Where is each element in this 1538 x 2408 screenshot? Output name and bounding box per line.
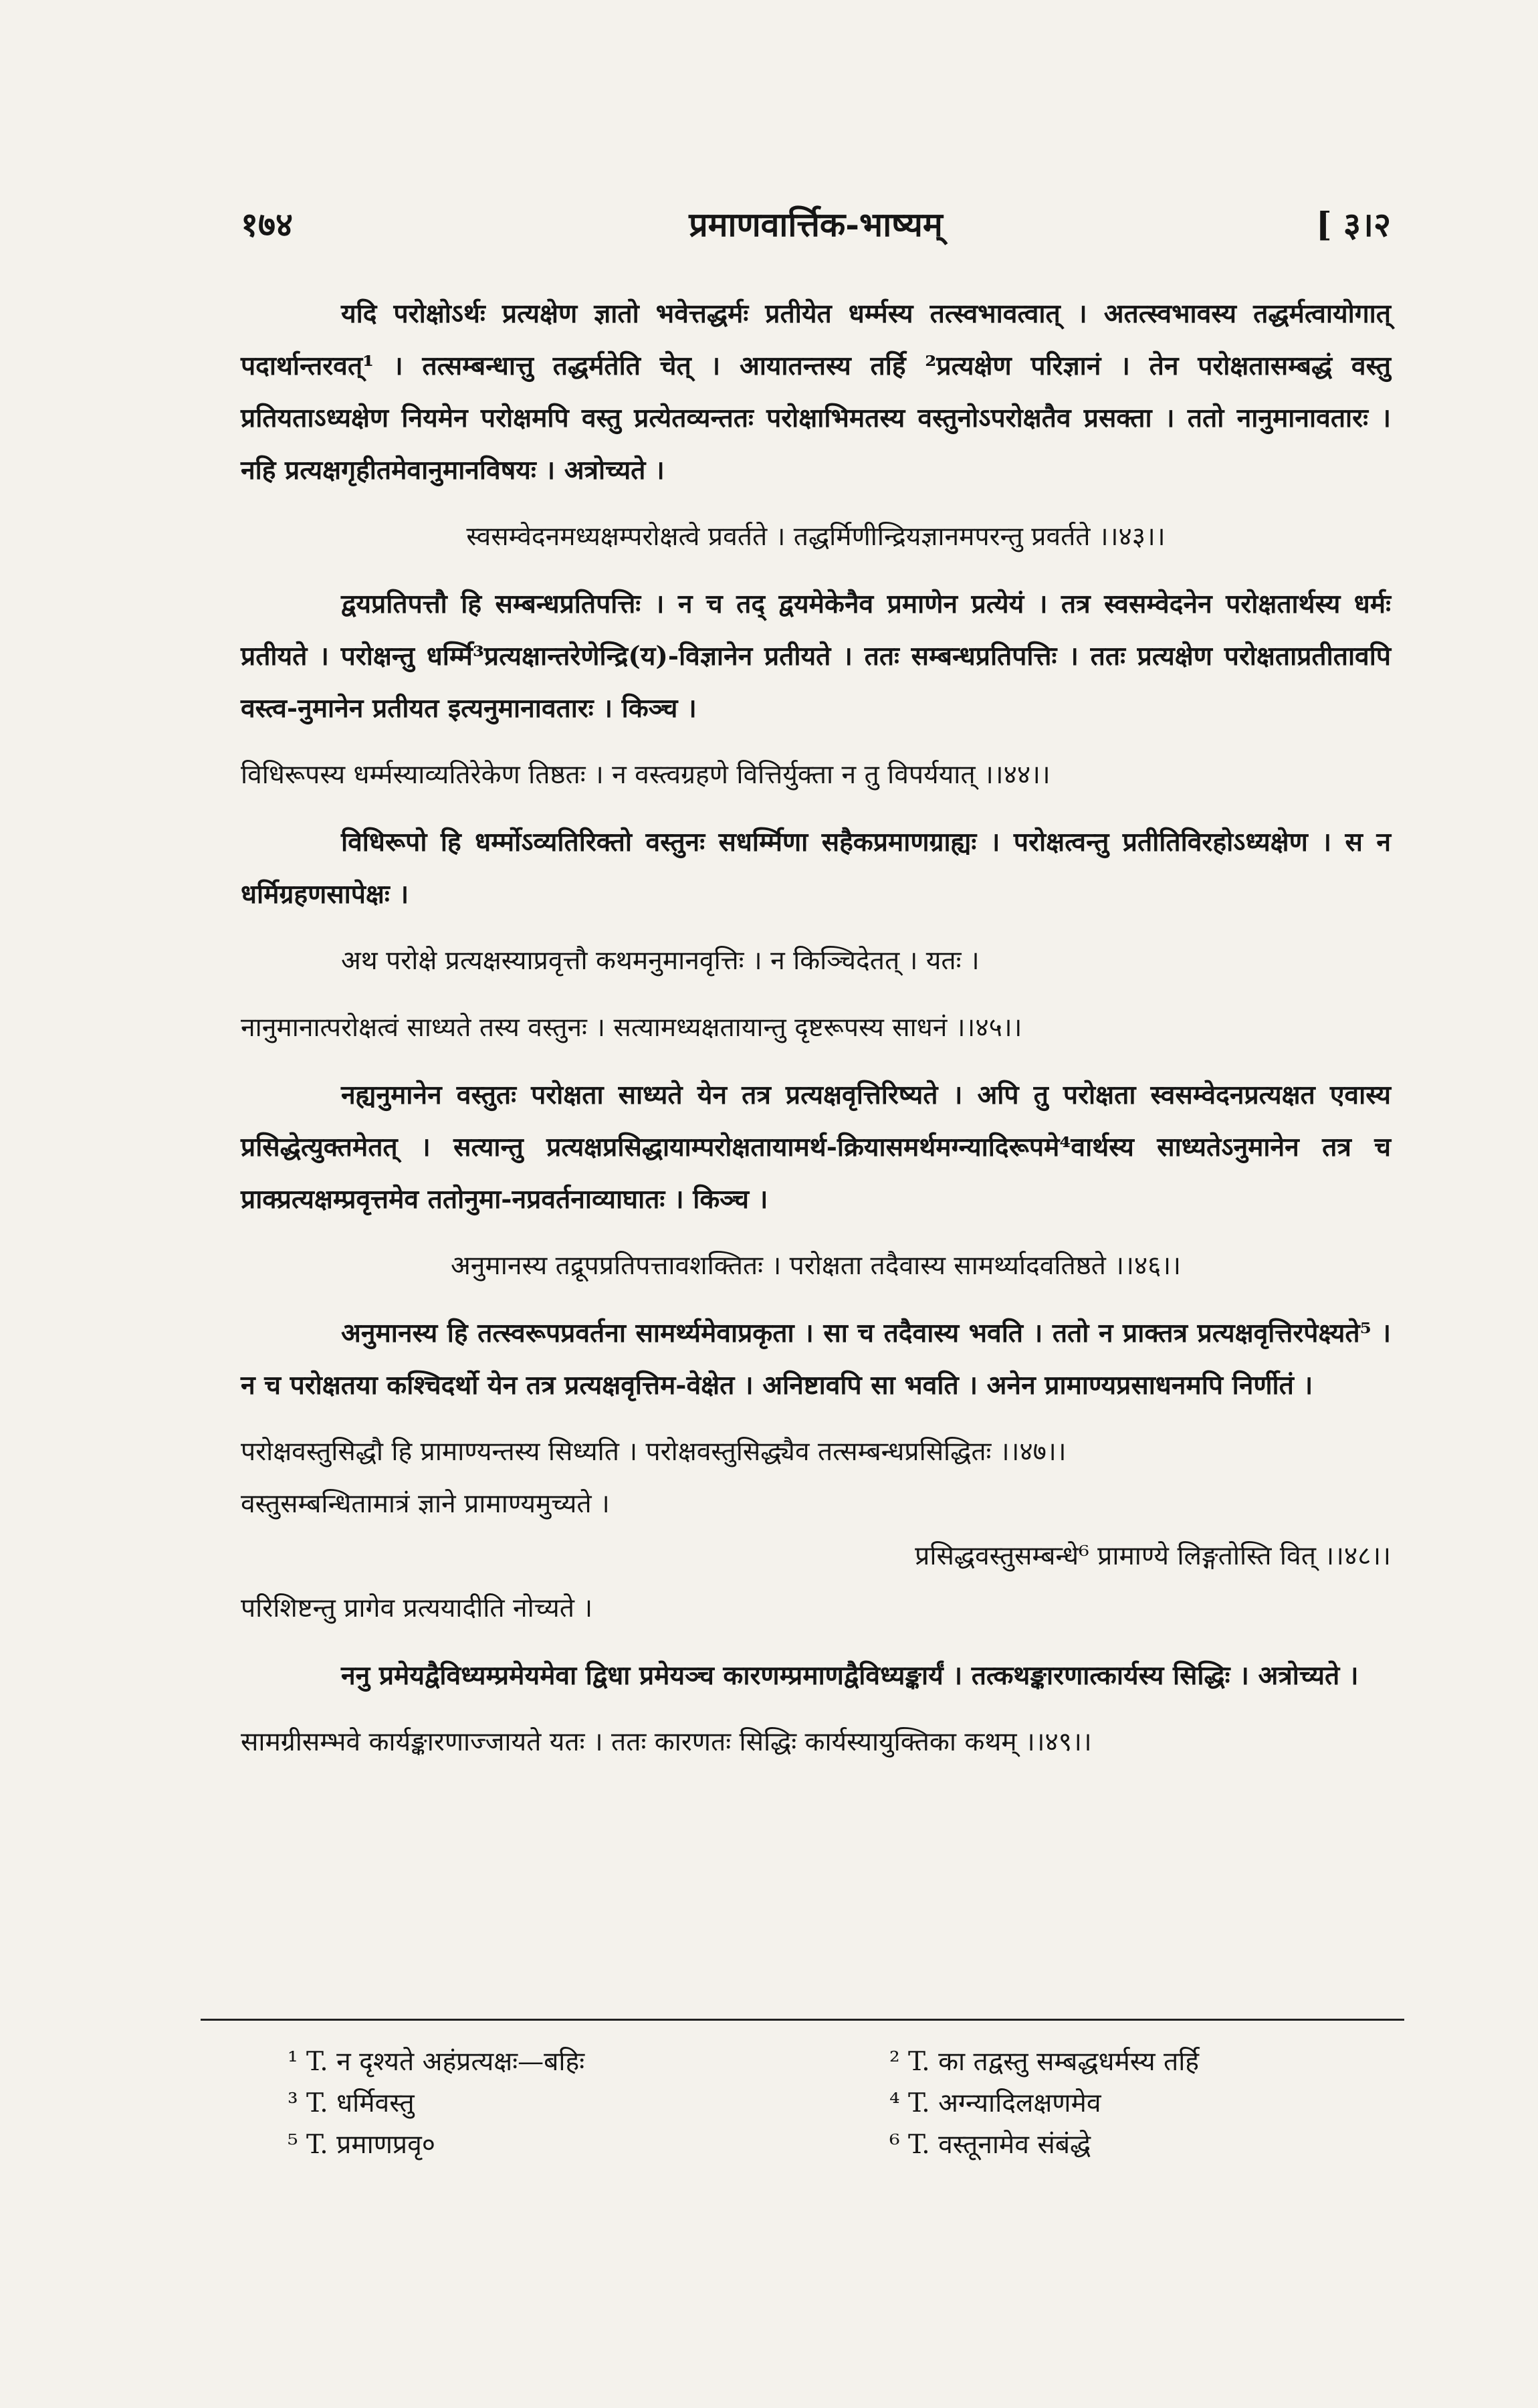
verse-43: स्वसम्वेदनमध्यक्षम्परोक्षत्वे प्रवर्तते । तद्धर्मिणीन्द्रियज्ञानमपरन्तु प्रवर्तते ।।४३।। <box>466 522 1166 552</box>
running-header <box>241 201 1391 261</box>
verse-46: अनुमानस्य तद्रूपप्रतिपत्तावशक्तितः । परोक्षता तदैवास्य सामर्थ्यादवतिष्ठते ।।४६।। <box>450 1251 1181 1281</box>
verse-49: सामग्रीसम्भवे कार्यङ्कारणाज्जायते यतः । ततः कारणतः सिद्धिः कार्यस्यायुक्तिका कथम् ।।४९।। <box>241 1727 1092 1757</box>
footnote-2: ² T. का तद्वस्तु सम्बद्धधर्मस्य तर्हि <box>889 2047 1200 2077</box>
commentary-paragraph: यदि परोक्षोऽर्थः प्रत्यक्षेण ज्ञातो भवेत्तद्धर्मः प्रतीयेत धर्म्मस्य तत्स्वभावत्वात् । अतत्स्वभावस्य तद्धर्मत्वायोगात् पदार्थान्तरवत्¹ । तत्सम्बन्धात्तु तद्धर्मतेति चेत् । आयातन्तस्य तर्हि ²प्रत्यक्षेण परिज्ञानं । तेन परोक्षतासम्बद्धं वस्तु प्रतियताऽध्यक्षेण नियमेन परोक्षमपि वस्तु प्रत्येतव्यन्ततः परोक्षाभिमतस्य वस्तुनोऽपरोक्षतैव प्रसक्ता । ततो नानुमानावतारः । नहि प्रत्यक्षगृहीतमेवानुमानविषयः । अत्रोच्यते । <box>241 298 1391 486</box>
section-marker: [ ३।२ <box>1315 205 1391 244</box>
commentary-paragraph: ननु प्रमेयद्वैविध्यम्प्रमेयमेवा द्विधा प्रमेयञ्च कारणम्प्रमाणद्वैविध्यङ्कार्यं । तत्कथङ्कारणात्कार्यस्य सिद्धिः । अत्रोच्यते । <box>341 1660 1359 1691</box>
verse-continuation: परिशिष्टन्तु प्रागेव प्रत्ययादीति नोच्यते । <box>241 1593 593 1623</box>
footnote-3: ³ T. धर्मिवस्तु <box>288 2088 415 2118</box>
verse-44: विधिरूपस्य धर्म्मस्याव्यतिरेकेण तिष्ठतः । न वस्त्वग्रहणे वित्तिर्युक्ता न तु विपर्ययात् ।।४४।। <box>241 760 1051 790</box>
verse-48-first-half: वस्तुसम्बन्धितामात्रं ज्ञाने प्रामाण्यमुच्यते । <box>241 1489 610 1519</box>
footnote-4: ⁴ T. अग्न्यादिलक्षणमेव <box>889 2088 1101 2118</box>
footnote-1: ¹ T. न दृश्यते अहंप्रत्यक्षः—बहिः <box>288 2047 585 2077</box>
main-text <box>241 288 1391 1783</box>
footnote-6: ⁶ T. वस्तूनामेव संबंद्धे <box>889 2130 1091 2160</box>
commentary-paragraph: अथ परोक्षे प्रत्यक्षस्याप्रवृत्तौ कथमनुमानवृत्तिः । न किञ्चिदेतत् । यतः । <box>341 946 980 976</box>
footnote-divider <box>201 2019 1404 2021</box>
verse-48-second-half: प्रसिद्धवस्तुसम्बन्धे⁶ प्रामाण्ये लिङ्गतोस्ति वित् ।।४८।। <box>915 1541 1391 1571</box>
verse-45: नानुमानात्परोक्षत्वं साध्यते तस्य वस्तुनः । सत्यामध्यक्षतायान्तु दृष्टरूपस्य साधनं ।।४५।। <box>241 1013 1022 1043</box>
commentary-paragraph: अनुमानस्य हि तत्स्वरूपप्रवर्तना सामर्थ्यमेवाप्रकृता । सा च तदैवास्य भवति । ततो न प्राक्तत्र प्रत्यक्षवृत्तिरपेक्ष्यते⁵ । न च परोक्षतया कश्चिदर्थो येन तत्र प्रत्यक्षवृत्तिम-वेक्षेत । अनिष्टावपि सा भवति । अनेन प्रामाण्यप्रसाधनमपि निर्णीतं । <box>241 1318 1391 1401</box>
commentary-paragraph: विधिरूपो हि धर्म्मोऽव्यतिरिक्तो वस्तुनः सधर्म्मिणा सहैकप्रमाणग्राह्यः । परोक्षत्वन्तु प्रतीतिविरहोऽध्यक्षेण । स न धर्मिग्रहणसापेक्षः । <box>241 827 1391 910</box>
footnote-5: ⁵ T. प्रमाणप्रवृ० <box>288 2130 436 2160</box>
commentary-paragraph: नह्यनुमानेन वस्तुतः परोक्षता साध्यते येन तत्र प्रत्यक्षवृत्तिरिष्यते । अपि तु परोक्षता स्वसम्वेदनप्रत्यक्षत एवास्य प्रसिद्धेत्युक्तमेतत् । सत्यान्तु प्रत्यक्षप्रसिद्धायाम्परोक्षतायामर्थ-क्रियासमर्थमग्न्यादिरूपमे⁴वार्थस्य साध्यतेऽनुमानेन तत्र च प्राक्प्रत्यक्षम्प्रवृत्तमेव ततोनुमा-नप्रवर्तनाव्याघातः । किञ्च । <box>241 1080 1391 1215</box>
commentary-paragraph: द्वयप्रतिपत्तौ हि सम्बन्धप्रतिपत्तिः । न च तद् द्वयमेकेनैव प्रमाणेन प्रत्येयं । तत्र स्वसम्वेदनेन परोक्षतार्थस्य धर्मः प्रतीयते । परोक्षन्तु धर्म्मि³प्रत्यक्षान्तरेणेन्द्रि(य)-विज्ञानेन प्रतीयते । ततः सम्बन्धप्रतिपत्तिः । ततः प्रत्यक्षेण परोक्षताप्रतीतावपि वस्त्व-नुमानेन प्रतीयत इत्यनुमानावतारः । किञ्च । <box>241 589 1391 724</box>
running-title: प्रमाणवार्त्तिक-भाष्यम् <box>689 205 943 244</box>
page-number: १७४ <box>241 205 293 244</box>
verse-47: परोक्षवस्तुसिद्धौ हि प्रामाण्यन्तस्य सिध्यति । परोक्षवस्तुसिद्ध्यैव तत्सम्बन्धप्रसिद्धितः ।।४७।। <box>241 1437 1067 1467</box>
